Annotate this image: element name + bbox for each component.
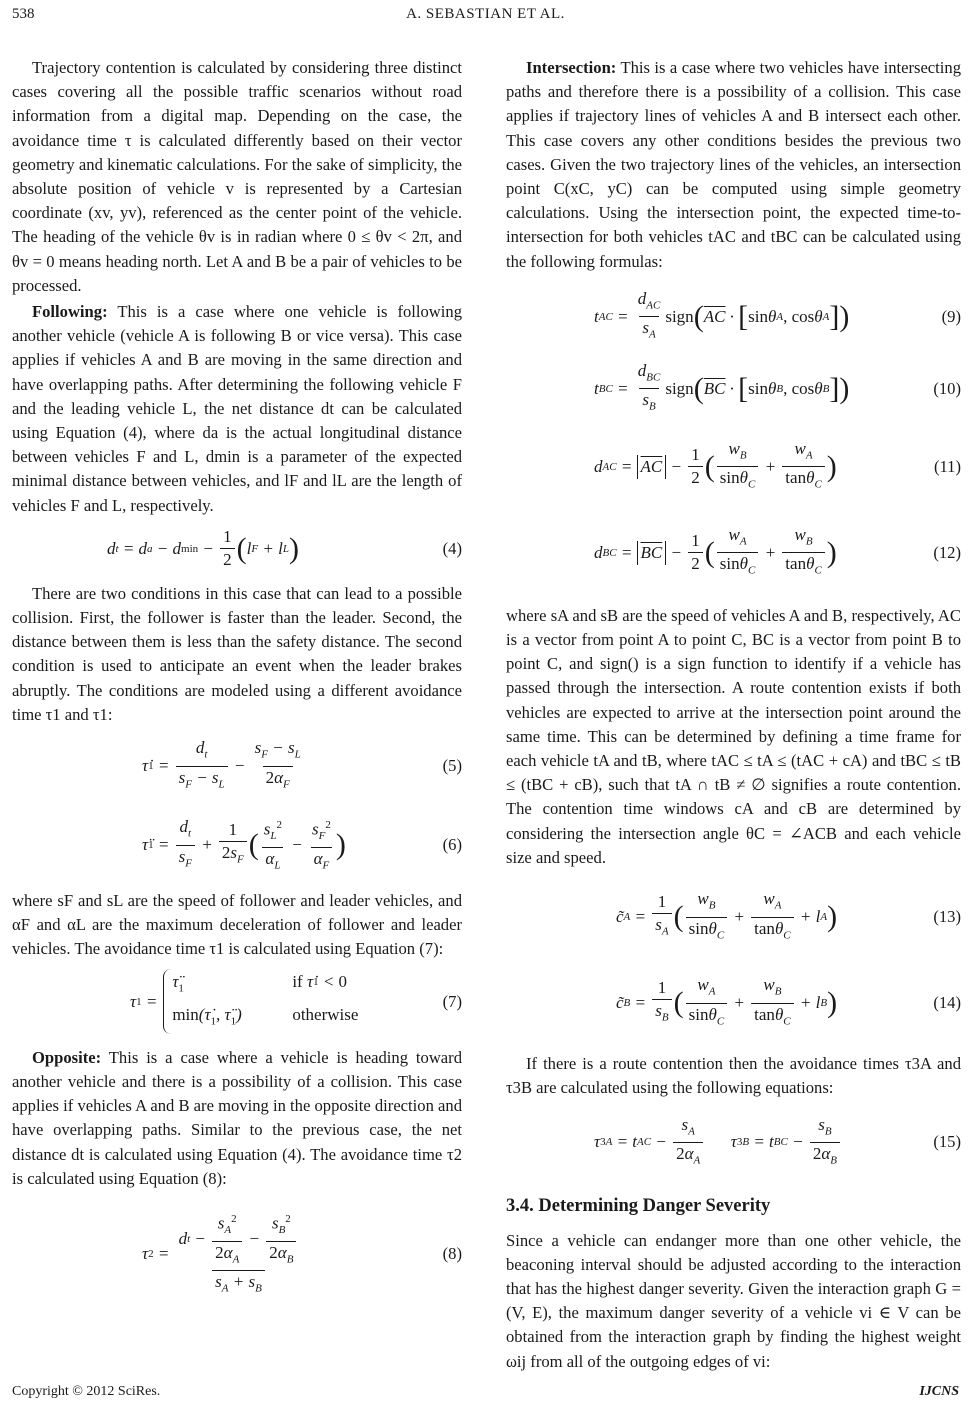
equation-4-number: (4) <box>442 538 462 558</box>
eq7-if: if <box>292 972 303 992</box>
equation-8: τ 2 = d t − $\frac{s_A^2}{2\alpha_A}$ − $\frac{s_B^2}{2\alpha_B}$ $s_A + s_B$ (8) <box>12 1199 462 1309</box>
equation-7-number: (7) <box>442 991 462 1011</box>
page-footer <box>12 1384 959 1406</box>
equation-7: τ 1 = $\taü_1$ if τ̇ 1 < 0 $\min(\tau̇_1$, $\taü_1$) otherwise (7) <box>12 968 462 1036</box>
equation-9-number: (9) <box>941 306 961 326</box>
intersection-body: This is a case where two vehicles have intersecting paths and therefore there is a possibility of a collision. This case applies if trajectory lines of vehicles A and B intersect each other. This case covers any other conditions besides the previous two cases. Given the two trajectory lines of the vehicles, an intersection point C(xC, yC) can be computed using simple geometry calculations. Using the intersection point, the expected time-to-intersection for both vehicles tAC and tBC can be calculated using the following formulas: <box>506 58 961 271</box>
equation-11-number: (11) <box>933 456 961 476</box>
running-authors: A. SEBASTIAN ET AL. <box>406 6 565 22</box>
paragraph-following <box>12 300 462 518</box>
equation-12-number: (12) <box>933 542 961 562</box>
run-in-head-following: Following: <box>32 302 108 322</box>
equation-13-number: (13) <box>933 906 961 926</box>
equation-10-number: (10) <box>933 378 961 398</box>
copyright-notice: Copyright © 2012 SciRes. <box>12 1384 161 1399</box>
equation-4: d t = d a − d min − $\frac{1}{2}$ ( l F + l L ) (4) <box>107 527 462 570</box>
equation-9: t AC = $\frac{d_{AC}}{s_A}$ sign ( $\overline{AC}$ · [ sin θ A , cos θ A ] ) (9) <box>506 284 961 350</box>
section-heading: 3.4. Determining Danger Severity <box>506 1196 771 1217</box>
equation-6: τ̈ 1 = $\frac{d_t}{s_F}$ + $\frac{1}{2s_F}$ ( $\frac{s_L^2}{\alpha_L}$ − $\frac{s_F^2}{\alpha_F}$ ) (6) <box>12 807 462 883</box>
equation-10: t BC = $\frac{d_{BC}}{s_B}$ sign ( $\overline{BC}$ · [ sin θ B , cos θ B ] ) (10) <box>506 356 961 422</box>
equation-14-number: (14) <box>933 992 961 1012</box>
equation-8-number: (8) <box>442 1243 462 1263</box>
right-column <box>506 56 961 1374</box>
paragraph-opposite <box>12 1046 462 1191</box>
paragraph-danger-severity: Since a vehicle can endanger more than one other vehicle, the beaconing interval should be adjusted according to the interaction that has the highest danger severity. Given the interaction graph G = (V, E), the maximum danger severity of a vehicle vi ∈ V can be obtained from the interaction graph by finding the highest weight ωij from all of the outgoing edges of vi: <box>506 1230 961 1371</box>
equation-5: τ̇ 1 = $\frac{d_t}{s_F - s_L}$ − $\frac{s_F - s_L}{2\alpha_F}$ (5) <box>12 731 462 801</box>
equation-6-number: (6) <box>442 834 462 854</box>
equation-12: d BC = $\overline{BC}$ − $\frac{1}{2}$ ( $\frac{w_A}{\sin\theta_C}$ + $\frac{w_B}{\tan\theta_C}$ ) (12) <box>506 516 961 590</box>
equation-11: d AC = $\overline{AC}$ − $\frac{1}{2}$ ( $\frac{w_B}{\sin\theta_C}$ + $\frac{w_A}{\tan\theta_C}$ ) (11) <box>506 430 961 504</box>
page-number: 538 <box>12 6 35 22</box>
following-body: This is a case where one vehicle is following another vehicle (vehicle A is following B or vice versa). This case applies if vehicles A and B are moving in the same direction and have overlapping paths. After determining the following vehicle F and the leading vehicle L, the net distance dt can be calculated using Equation (4), where da is the actual longitudinal distance between vehicles F and L, dmin is a parameter of the expected minimal distance between vehicles, and lF and lL are the length of vehicles F and L, respectively. <box>12 302 462 515</box>
equation-15: τ 3 A = t AC − $\frac{s_A}{2\alpha_A}$ τ 3 B = t BC − $\frac{s_B}{2\alpha_B}$ (15) <box>506 1108 961 1176</box>
journal-name: IJCNS <box>919 1384 959 1399</box>
paragraph-route-contention: If there is a route contention then the avoidance times τ3A and τ3B are calculated using the following equations: <box>506 1054 961 1098</box>
equation-15-number: (15) <box>933 1132 961 1152</box>
equation-14: c̃ B = $\frac{1}{s_B}$ ( $\frac{w_A}{\sin\theta_C}$ + $\frac{w_B}{\tan\theta_C}$ + l B ) (14) <box>506 966 961 1040</box>
paragraph-intersection <box>506 56 961 274</box>
equation-5-number: (5) <box>442 755 462 775</box>
run-in-head-opposite: Opposite: <box>32 1047 102 1067</box>
paragraph-where-follow: where sF and sL are the speed of follower and leader vehicles, and αF and αL are the maximum deceleration of follower and leader vehicles. The avoidance time τ1 is calculated using Equation (7): <box>12 891 462 959</box>
paragraph-intro: Trajectory contention is calculated by considering three distinct cases covering all the possible traffic scenarios without road information from a digital map. Depending on the case, the avoidance time τ is calculated differently based on their vector geometry and kinematic calculations. For the sake of simplicity, the absolute position of vehicle v is represented by a Cartesian coordinate (xv, yv), referenced as the center point of the vehicle. The heading of the vehicle θv is in radian where 0 ≤ θv < 2π, and θv = 0 means heading north. Let A and B be a pair of vehicles to be processed. <box>12 58 462 295</box>
running-header <box>12 6 959 30</box>
run-in-head-intersection: Intersection: <box>526 58 617 77</box>
opposite-body: This is a case where a vehicle is heading toward another vehicle and there is a possibility of a collision. This case applies if vehicles A and B are moving in the opposite direction and have overlapping paths. Similar to the previous case, the net distance dt is calculated using Equation (4). The avoidance time τ2 is calculated using Equation (8): <box>12 1047 462 1188</box>
eq7-otherwise: otherwise <box>292 1004 359 1024</box>
paragraph-where-intersection: where sA and sB are the speed of vehicles A and B, respectively, AC is a vector from point A to point C, BC is a vector from point B to point C, and sign() is a sign function to identify if a vehicle has passed through the intersection. A route contention exists if both vehicles are expected to arrive at the intersection point around the same time. This can be determined by defining a time frame for each vehicle tA and tB, where tAC ≤ tA ≤ (tAC + cA) and tBC ≤ tB ≤ (tBC + cB), such that tA ∩ tB ≠ ∅ signifies a route contention. The contention time windows cA and cB are determined by considering the intersection angle θC = ∠ACB and each vehicle size and speed. <box>506 605 961 867</box>
paragraph-conditions: There are two conditions in this case that can lead to a possible collision. First, the follower is faster than the leader. Second, the distance between them is less than the safety distance. The second condition is used to anticipate an event when the leader brakes abruptly. The conditions are modeled using a different avoidance time τ1 and τ1: <box>12 583 462 724</box>
left-column <box>12 56 462 1309</box>
equation-13: c̃ A = $\frac{1}{s_A}$ ( $\frac{w_B}{\sin\theta_C}$ + $\frac{w_A}{\tan\theta_C}$ + l A ) (13) <box>506 880 961 954</box>
